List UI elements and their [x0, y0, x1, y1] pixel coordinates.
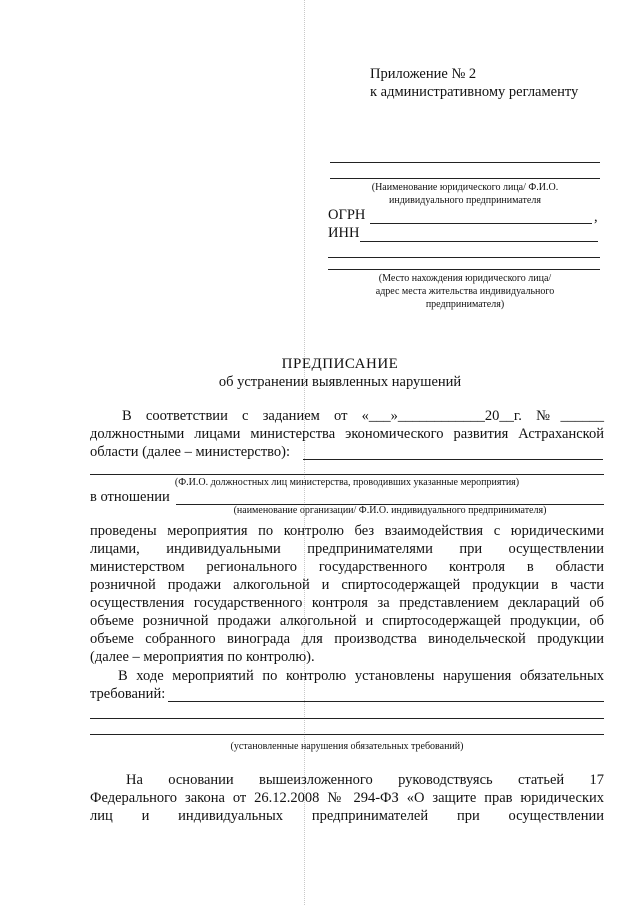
p3-line2: требований: — [90, 686, 166, 702]
officials-field-line-1 — [303, 459, 603, 460]
appendix-title: Приложение № 2 — [370, 66, 477, 82]
violations-field-line-2 — [90, 718, 604, 719]
address-caption-line2: адрес места жительства индивидуального — [375, 286, 555, 297]
document-title: ПРЕДПИСАНИЕ — [281, 356, 399, 372]
p2-line-3: розничной продажи алкогольной и спиртосодержащей продукции в части — [90, 577, 604, 593]
recipient-name-line-1 — [330, 162, 600, 163]
inn-label: ИНН — [328, 225, 360, 241]
p1-line3: области (далее – министерство): — [90, 444, 291, 460]
regarding-label: в отношении — [90, 489, 170, 505]
p2-line-4: осуществления государственного контроля за представлением деклараций об — [90, 595, 604, 611]
p4-line3: лиц и индивидуальных предпринимателей при осуществлении — [90, 808, 604, 824]
violations-field-line-3 — [90, 734, 604, 735]
p4-line1: На основании вышеизложенного руководствуясь статьей 17 — [126, 772, 604, 788]
recipient-caption-line1: (Наименование юридического лица/ Ф.И.О. — [371, 182, 559, 193]
address-line-1 — [328, 257, 600, 258]
p2-line-2: министерством регионального государственного контроля в области — [90, 559, 604, 575]
ogrn-comma: , — [594, 209, 598, 225]
p2-line-5: объеме розничной продажи алкогольной и спиртосодержащей продукции, об — [90, 613, 604, 629]
document-subtitle: об устранении выявленных нарушений — [218, 374, 462, 390]
violations-field-line-1 — [168, 701, 604, 702]
p2-last-line: (далее – мероприятия по контролю). — [90, 649, 315, 665]
recipient-caption-line2: индивидуального предпринимателя — [389, 195, 541, 206]
officials-caption: (Ф.И.О. должностных лиц министерства, проводивших указанные мероприятия) — [174, 477, 520, 488]
p3-line1: В ходе мероприятий по контролю установлены нарушения обязательных — [118, 668, 604, 684]
violations-caption: (установленные нарушения обязательных требований) — [230, 741, 464, 752]
recipient-name-line-2 — [330, 178, 600, 179]
address-caption-line1: (Место нахождения юридического лица/ — [378, 273, 552, 284]
p2-line-1: лицами, индивидуальными предпринимателями при осуществлении — [90, 541, 604, 557]
officials-field-line-2 — [90, 474, 604, 475]
inn-field-line — [360, 241, 598, 242]
ogrn-label: ОГРН — [328, 207, 366, 223]
p2-line-6: объеме собранного винограда для производства винодельческой продукции — [90, 631, 604, 647]
p4-line2: Федерального закона от 26.12.2008 № 294-ФЗ «О защите прав юридических — [90, 790, 604, 806]
address-line-2 — [328, 269, 600, 270]
ogrn-field-line — [370, 223, 592, 224]
address-caption-line3: предпринимателя) — [425, 299, 505, 310]
regarding-caption: (наименование организации/ Ф.И.О. индивидуального предпринимателя) — [233, 505, 547, 516]
p1-line1: В соответствии с заданием от «___»____________20__г. №______ — [122, 408, 604, 424]
p2-line-0: проведены мероприятия по контролю без взаимодействия с юридическими — [90, 523, 604, 539]
appendix-subtitle: к административному регламенту — [370, 84, 579, 100]
p1-line2: должностными лицами министерства экономического развития Астраханской — [90, 426, 604, 442]
